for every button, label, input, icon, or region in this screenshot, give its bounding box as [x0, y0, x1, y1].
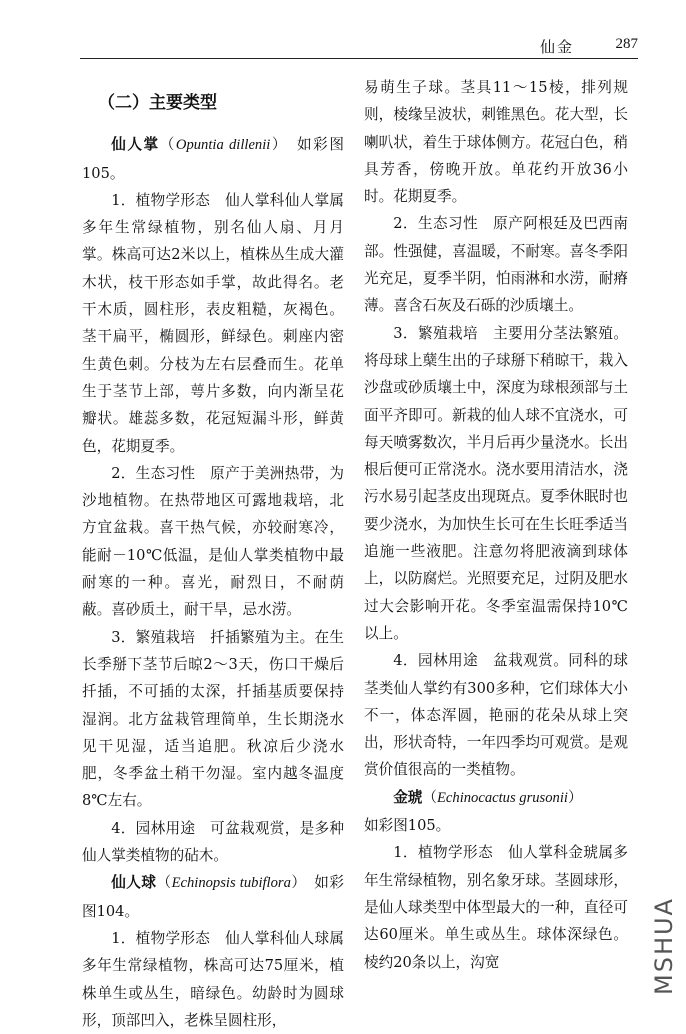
- latin-name: Echinopsis tubiflora: [171, 875, 291, 892]
- figure-ref: 如彩图105。: [364, 817, 451, 835]
- paragraph-continued: 易萌生子球。茎具11～15棱，排列规则，棱缘呈波状，刺锥黑色。花大型，长喇叭状，着生于球体侧方。花冠白色，稍具芳香，傍晚开放。单花约开放36小时。花期夏季。: [364, 79, 628, 206]
- watermark: MSHUA: [650, 897, 678, 995]
- section-title: （二）主要类型: [98, 93, 217, 113]
- paragraph: 3．繁殖栽培 主要用分茎法繁殖。将母球上蘖生出的子球掰下稍晾干，栽入沙盘或砂质壤土中，深度为球根颈部与土面平齐即可。新栽的仙人球不宜浇水，可每天喷雾数次，半月后再少量浇水。长出根后便可正常浇水。浇水要用清洁水，浇污水易引起茎皮出现斑点。夏季休眠时也要少浇水，为加快生长可在生长旺季适当追施一些液肥。注意勿将肥液滴到球体上，以防腐烂。光照要充足，过阴及肥水过大会影响开花。冬季室温需保持10℃以上。: [364, 324, 628, 642]
- paragraph: 1．植物学形态 仙人掌科金琥属多年生常绿植物，别名象牙球。茎圆球形，是仙人球类型中体型最大的一种，直径可达60厘米。单生或丛生。球体深绿色。棱约20条以上，沟宽: [364, 844, 628, 971]
- species-heading-echinocactus: 金琥（Echinocactus grusonii）: [393, 788, 583, 806]
- latin-name: Opuntia dillenii: [175, 137, 271, 154]
- header-rule: [80, 58, 638, 59]
- figure-ref: 如彩图105。: [82, 136, 344, 182]
- paragraph: 4．园林用途 可盆栽观赏，是多种仙人掌类植物的砧木。: [82, 819, 344, 865]
- species-heading-opuntia: 仙人掌（Opuntia dillenii） 如彩图105。: [82, 136, 344, 182]
- latin-name: Echinocactus grusonii: [437, 789, 568, 806]
- species-name: 仙人球: [111, 874, 157, 892]
- species-heading-echinopsis: 仙人球（Echinopsis tubiflora） 如彩图104。: [82, 874, 344, 920]
- page-header: [80, 36, 638, 66]
- page-number: 287: [615, 36, 638, 52]
- figure-ref: 如彩图104。: [82, 874, 344, 920]
- paragraph: 2．生态习性 原产阿根廷及巴西南部。性强健，喜温暖，不耐寒。喜冬季阳光充足，夏季半阴，怕雨淋和水涝，耐瘠薄。喜含石灰及石砾的沙质壤土。: [364, 215, 628, 315]
- running-title: 仙金: [539, 38, 574, 56]
- species-name: 金琥: [393, 788, 423, 806]
- paragraph: 1．植物学形态 仙人掌科仙人球属多年生常绿植物，株高可达75厘米，植株单生或丛生，暗绿色。幼龄时为圆球形，顶部凹入，老株呈圆柱形，: [82, 929, 344, 1029]
- paragraph: 1．植物学形态 仙人掌科仙人掌属多年生常绿植物，别名仙人扇、月月掌。株高可达2米以上，植株丛生成大灌木状，枝干形态如手掌，故此得名。老干木质，圆柱形，表皮粗糙，灰褐色。茎干扁平，椭圆形，鲜绿色。刺座内密生黄色刺。分枝为左右层叠而生。花单生于茎节上部，萼片多数，向内渐呈花瓣状。雄蕊多数，花冠短漏斗形，鲜黄色，花期夏季。: [82, 191, 344, 455]
- right-column: [364, 74, 628, 976]
- species-name: 仙人掌: [111, 136, 160, 154]
- left-column: [82, 84, 344, 1034]
- paragraph: 2．生态习性 原产于美洲热带，为沙地植物。在热带地区可露地栽培，北方宜盆栽。喜干热气候，亦较耐寒冷，能耐－10℃低温，是仙人掌类植物中最耐寒的一种。喜光，耐烈日，不耐荫蔽。喜砂质土，耐干旱，忌水涝。: [82, 464, 344, 619]
- paragraph: 4．园林用途 盆栽观赏。同科的球茎类仙人掌约有300多种，它们球体大小不一，体态浑圆，艳丽的花朵从球上突出，形状奇特，一年四季均可观赏。是观赏价值很高的一类植物。: [364, 652, 628, 779]
- paragraph: 3．繁殖栽培 扦插繁殖为主。在生长季掰下茎节后晾2～3天，伤口干燥后扦插，不可插的太深，扦插基质要保持湿润。北方盆栽管理简单，生长期浇水见干见湿，适当追肥。秋凉后少浇水肥，冬季盆土稍干勿湿。室内越冬温度8℃左右。: [82, 628, 344, 810]
